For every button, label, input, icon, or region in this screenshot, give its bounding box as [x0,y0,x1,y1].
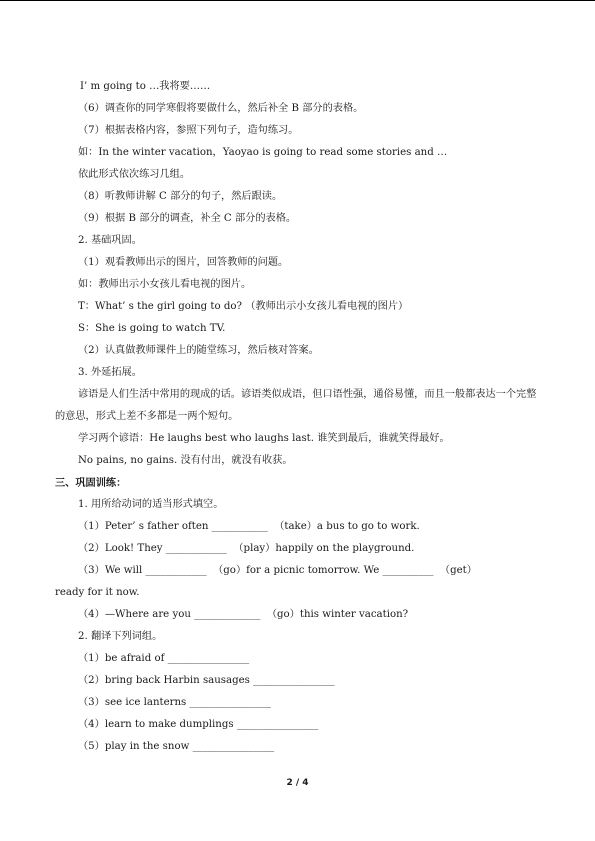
text-line: 如：In the winter vacation，Yaoyao is going to read some stories and … [78,147,448,158]
section-heading: 三、巩固训练： [55,477,127,489]
page-number: 2 / 4 [286,778,309,788]
proverb-paragraph: 谚语是人们生活中常用的现成的话。谚语类似成语，但口语性强，通俗易懂，而且一般都表达一个完整的意思，形式上差不多都是一两个短句。 [55,389,537,422]
text-line: 2. 基础巩固。 [78,235,142,246]
exercise-line: （1）Peter’ s father often ___________ （take）a bus to go to work. [78,521,420,532]
document-body [55,76,542,758]
exercise-line: （2）Look! They ____________ （play）happily on the playground. [78,543,415,554]
exercise-line: （5）play in the snow ________________ [78,741,275,752]
text-line: 3. 外延拓展。 [78,367,142,378]
text-line: S：She is going to watch TV. [78,323,226,334]
exercise-line: （4）—Where are you _____________ （go）this winter vacation? [78,609,409,620]
text-line: I’ m going to …我将要…… [80,81,211,92]
text-line: 1. 用所给动词的适当形式填空。 [78,499,224,510]
text-line: T：What’ s the girl going to do? （教师出示小女孩儿看电视的图片） [78,301,409,312]
text-line: 依此形式依次练习几组。 [78,169,191,180]
text-line: 2. 翻译下列词组。 [78,631,163,642]
top-rule [0,0,595,1]
text-line: 如：教师出示小女孩儿看电视的图片。 [78,279,252,290]
exercise-line: （2）bring back Harbin sausages ________________ [78,675,335,686]
exercise-line: （3）see ice lanterns ________________ [78,697,272,708]
exercise-line: （4）learn to make dumplings ________________ [78,719,319,730]
exercise-line: （3）We will ____________ （go）for a picnic tomorrow. We __________ （get） [78,565,477,576]
text-line: （8）听教师讲解 C 部分的句子，然后跟读。 [78,191,283,202]
text-line: （9）根据 B 部分的调查，补全 C 部分的表格。 [78,213,297,224]
text-line: （7）根据表格内容，参照下列句子，造句练习。 [78,125,299,136]
exercise-line: ready for it now. [55,587,140,598]
text-line: （1）观看教师出示的图片，回答教师的问题。 [78,257,289,268]
text-line: （2）认真做教师课件上的随堂练习，然后核对答案。 [78,345,319,356]
text-line: 学习两个谚语：He laughs best who laughs last. 谁笑到最后，谁就笑得最好。 [78,433,450,444]
text-line: （6）调查你的同学寒假将要做什么，然后补全 B 部分的表格。 [78,103,364,114]
text-line: No pains, no gains. 没有付出，就没有收获。 [78,455,293,466]
exercise-line: （1）be afraid of ________________ [78,653,250,664]
